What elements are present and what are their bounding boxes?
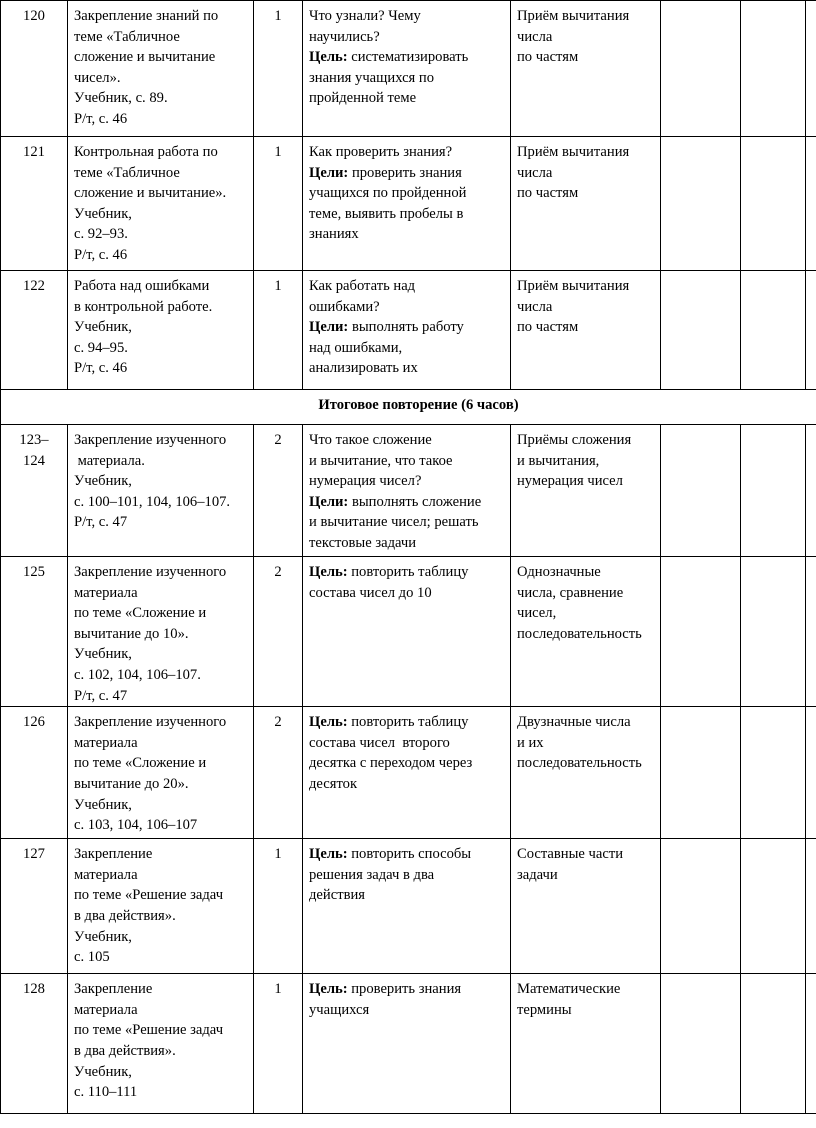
empty-cell bbox=[806, 425, 816, 557]
lesson-concepts: Однозначные числа, сравнение чисел, последовательность bbox=[511, 557, 661, 707]
lesson-topic: Закрепление изученного материала. Учебник, с. 100–101, 104, 106–107. Р/т, с. 47 bbox=[68, 425, 254, 557]
lesson-problem-goal: Цель: повторить таблицу состава чисел второго десятка с переходом через десяток bbox=[303, 707, 511, 839]
lesson-problem-goal: Цель: повторить таблицу состава чисел до 10 bbox=[303, 557, 511, 707]
empty-cell bbox=[661, 707, 741, 839]
lesson-concepts: Приём вычитания числа по частям bbox=[511, 137, 661, 271]
empty-cell bbox=[661, 271, 741, 390]
empty-cell bbox=[806, 137, 816, 271]
section-row bbox=[1, 390, 816, 425]
lesson-hours: 1 bbox=[254, 1, 303, 137]
lesson-number: 126 bbox=[1, 707, 68, 839]
empty-cell bbox=[741, 271, 806, 390]
lesson-concepts: Приём вычитания числа по частям bbox=[511, 1, 661, 137]
table-row bbox=[1, 137, 816, 271]
table-row bbox=[1, 425, 816, 557]
lesson-hours: 2 bbox=[254, 707, 303, 839]
empty-cell bbox=[741, 974, 806, 1114]
lesson-hours: 1 bbox=[254, 974, 303, 1114]
lesson-topic: Закрепление материала по теме «Решение задач в два действия». Учебник, с. 110–111 bbox=[68, 974, 254, 1114]
empty-cell bbox=[661, 425, 741, 557]
lesson-problem-goal: Что такое сложение и вычитание, что такое нумерация чисел? Цели: выполнять сложение и вычитание чисел; решать текстовые задачи bbox=[303, 425, 511, 557]
lesson-number: 120 bbox=[1, 1, 68, 137]
empty-cell bbox=[741, 1, 806, 137]
section-title: Итоговое повторение (6 часов) bbox=[1, 390, 816, 425]
lesson-problem-goal: Как проверить знания? Цели: проверить знания учащихся по пройденной теме, выявить пробелы в знаниях bbox=[303, 137, 511, 271]
lesson-hours: 2 bbox=[254, 425, 303, 557]
empty-cell bbox=[806, 707, 816, 839]
lesson-hours: 1 bbox=[254, 839, 303, 974]
lesson-number: 127 bbox=[1, 839, 68, 974]
empty-cell bbox=[741, 707, 806, 839]
lesson-hours: 1 bbox=[254, 271, 303, 390]
empty-cell bbox=[806, 557, 816, 707]
empty-cell bbox=[806, 1, 816, 137]
lesson-concepts: Приём вычитания числа по частям bbox=[511, 271, 661, 390]
lesson-number: 123– 124 bbox=[1, 425, 68, 557]
table-row bbox=[1, 839, 816, 974]
empty-cell bbox=[661, 839, 741, 974]
lesson-problem-goal: Цель: повторить способы решения задач в два действия bbox=[303, 839, 511, 974]
table-row bbox=[1, 557, 816, 707]
lesson-topic: Работа над ошибками в контрольной работе. Учебник, с. 94–95. Р/т, с. 46 bbox=[68, 271, 254, 390]
empty-cell bbox=[806, 839, 816, 974]
empty-cell bbox=[741, 137, 806, 271]
empty-cell bbox=[806, 974, 816, 1114]
empty-cell bbox=[661, 974, 741, 1114]
lesson-number: 122 bbox=[1, 271, 68, 390]
lesson-problem-goal: Цель: проверить знания учащихся bbox=[303, 974, 511, 1114]
table-row bbox=[1, 271, 816, 390]
empty-cell bbox=[661, 1, 741, 137]
lesson-number: 128 bbox=[1, 974, 68, 1114]
empty-cell bbox=[741, 425, 806, 557]
table-row bbox=[1, 974, 816, 1114]
lesson-problem-goal: Как работать над ошибками? Цели: выполнять работу над ошибками, анализировать их bbox=[303, 271, 511, 390]
lesson-topic: Контрольная работа по теме «Табличное сложение и вычитание». Учебник, с. 92–93. Р/т, с. 46 bbox=[68, 137, 254, 271]
lesson-concepts: Приёмы сложения и вычитания, нумерация чисел bbox=[511, 425, 661, 557]
lesson-concepts: Математические термины bbox=[511, 974, 661, 1114]
lesson-topic: Закрепление знаний по теме «Табличное сложение и вычитание чисел». Учебник, с. 89. Р/т, с. 46 bbox=[68, 1, 254, 137]
empty-cell bbox=[741, 557, 806, 707]
lesson-problem-goal: Что узнали? Чему научились? Цель: систематизировать знания учащихся по пройденной теме bbox=[303, 1, 511, 137]
empty-cell bbox=[741, 839, 806, 974]
table-row bbox=[1, 707, 816, 839]
lesson-hours: 2 bbox=[254, 557, 303, 707]
lesson-concepts: Двузначные числа и их последовательность bbox=[511, 707, 661, 839]
lesson-number: 121 bbox=[1, 137, 68, 271]
lesson-topic: Закрепление материала по теме «Решение задач в два действия». Учебник, с. 105 bbox=[68, 839, 254, 974]
lesson-number: 125 bbox=[1, 557, 68, 707]
lesson-hours: 1 bbox=[254, 137, 303, 271]
lesson-concepts: Составные части задачи bbox=[511, 839, 661, 974]
empty-cell bbox=[661, 137, 741, 271]
lesson-topic: Закрепление изученного материала по теме «Сложение и вычитание до 10». Учебник, с. 102, 104, 106–107. Р/т, с. 47 bbox=[68, 557, 254, 707]
empty-cell bbox=[661, 557, 741, 707]
empty-cell bbox=[806, 271, 816, 390]
table-row bbox=[1, 1, 816, 137]
lesson-topic: Закрепление изученного материала по теме «Сложение и вычитание до 20». Учебник, с. 103, 104, 106–107 bbox=[68, 707, 254, 839]
